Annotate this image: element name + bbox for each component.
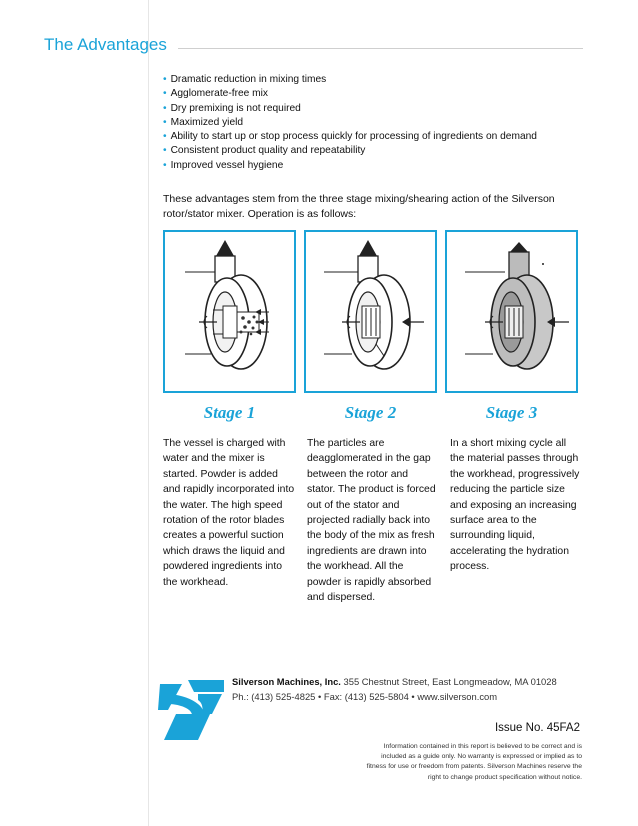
company-contact: Ph.: (413) 525-4825 • Fax: (413) 525-5804 • www.silverson.com xyxy=(232,690,498,702)
stage-1-title: Stage 1 xyxy=(203,403,256,422)
margin-rule xyxy=(148,0,149,826)
mixer-stage2-diagram xyxy=(304,230,437,393)
page-title: The Advantages xyxy=(44,35,167,54)
mixer-stage3-diagram xyxy=(445,230,578,393)
stage-2-text: The particles are deagglomerated in the gap between the rotor and stator. The product is forced out of the stator and projected radially back into the body of the mix as fresh ingredients are drawn into the workhead. All the powder is rapidly absorbed and dispersed. xyxy=(307,438,436,604)
stage-1-text: The vessel is charged with water and the mixer is started. Powder is added and rapidly incorporated into the water. The high speed rotation of the rotor blades creates a powerful suction which draws the liquid and powdered ingredients into the workhead. xyxy=(163,438,295,588)
list-item: • Agglomerate-free mix xyxy=(163,88,268,100)
stage-3-text: In a short mixing cycle all the material passes through the workhead, progressively reducing the particle size and exposing an increasing surface area to the surrounding liquid, accelerating the hydration process. xyxy=(450,438,580,573)
mixer-stage1-diagram xyxy=(163,230,296,393)
disclaimer: Information contained in this report is believed to be correct and is included as a guide only. No warranty is expressed or implied as to fitness for use or freedom from patents. Silverson Machines reserve the right to change product specification without notice. xyxy=(366,743,582,781)
list-item: • Improved vessel hygiene xyxy=(163,159,284,171)
list-item: • Dry premixing is not required xyxy=(163,102,301,114)
advantages-list xyxy=(163,73,537,173)
list-item: • Ability to start up or stop process quickly for processing of ingredients on demand xyxy=(163,131,537,143)
company-info xyxy=(232,675,557,704)
list-item: • Dramatic reduction in mixing times xyxy=(163,74,327,85)
stage-2-title: Stage 2 xyxy=(344,403,397,422)
stage-3-title: Stage 3 xyxy=(485,403,538,422)
issue-number: Issue No. 45FA2 xyxy=(494,722,580,734)
title-divider xyxy=(178,48,583,49)
intro-paragraph: These advantages stem from the three stage mixing/shearing action of the Silverson rotor/stator mixer. Operation is as follows: xyxy=(163,193,555,220)
list-item: • Maximized yield xyxy=(163,116,244,128)
list-item: • Consistent product quality and repeatability xyxy=(163,145,366,157)
company-address: 355 Chestnut Street, East Longmeadow, MA 01028 xyxy=(343,676,557,687)
company-name: Silverson Machines, Inc. xyxy=(232,676,341,687)
silverson-logo-icon xyxy=(158,674,224,745)
